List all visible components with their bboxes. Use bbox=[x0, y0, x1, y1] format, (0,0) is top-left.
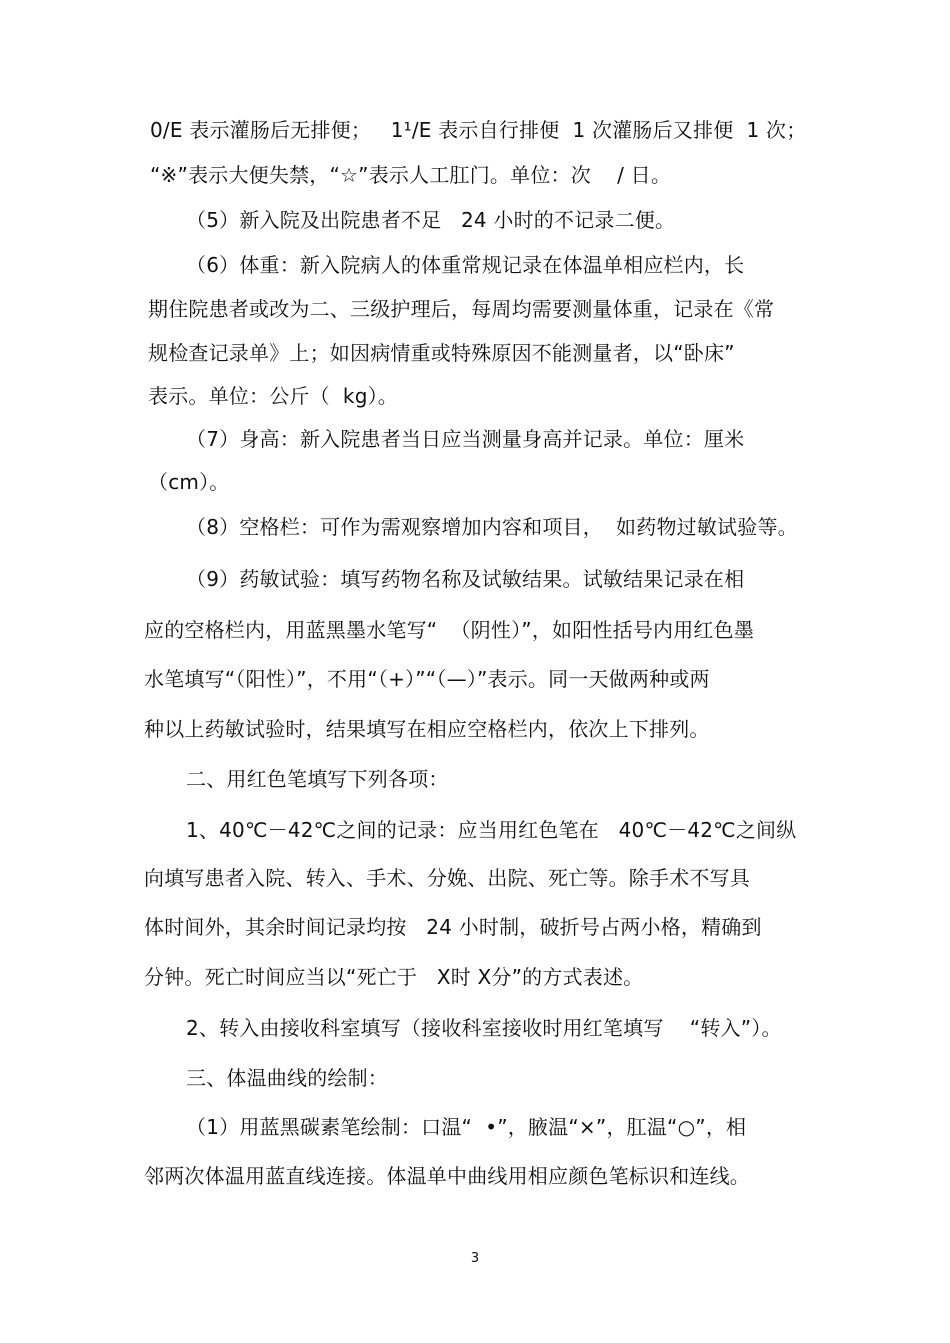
text-line: （1）用蓝黑碳素笔绘制：口温“ •”，腋温“×”，肛温“○”，相 bbox=[186, 1115, 747, 1139]
text-line: 1、40℃－42℃之间的记录：应当用红色笔在 40℃－42℃之间纵 bbox=[186, 818, 797, 842]
text-line: 表示。单位：公斤（ kg）。 bbox=[148, 384, 398, 408]
text-line: 种以上药敏试验时，结果填写在相应空格栏内，依次上下排列。 bbox=[144, 717, 710, 741]
text-line: 向填写患者入院、转入、手术、分娩、出院、死亡等。除手术不写具 bbox=[144, 866, 750, 890]
text-line: 应的空格栏内，用蓝黑墨水笔写“ （阴性）”，如阳性括号内用红色墨 bbox=[144, 618, 755, 642]
text-line: 邻两次体温用蓝直线连接。体温单中曲线用相应颜色笔标识和连线。 bbox=[144, 1164, 750, 1188]
text-line: （9）药敏试验：填写药物名称及试敏结果。试敏结果记录在相 bbox=[186, 567, 745, 591]
text-line: （6）体重：新入院病人的体重常规记录在体温单相应栏内，长 bbox=[186, 253, 745, 277]
text-line: （cm）。 bbox=[148, 470, 230, 494]
text-line: （5）新入院及出院患者不足 24 小时的不记录二便。 bbox=[186, 208, 676, 232]
text-line: 期住院患者或改为二、三级护理后，每周均需要测量体重，记录在《常 bbox=[148, 297, 775, 321]
text-line: 0/E 表示灌肠后无排便； 1¹/E 表示自行排便 1 次灌肠后又排便 1 次； bbox=[150, 118, 807, 142]
text-line: （8）空格栏：可作为需观察增加内容和项目， 如药物过敏试验等。 bbox=[186, 515, 798, 539]
text-line: 体时间外，其余时间记录均按 24 小时制，破折号占两小格，精确到 bbox=[144, 915, 762, 939]
text-line: 水笔填写“（阳性）”，不用“（+）”“（—）”表示。同一天做两种或两 bbox=[144, 667, 710, 691]
text-line: 规检查记录单》上；如因病情重或特殊原因不能测量者，以“卧床” bbox=[148, 341, 735, 365]
text-line: 分钟。死亡时间应当以“死亡于 X时 X分”的方式表述。 bbox=[144, 965, 644, 989]
page-number: 3 bbox=[470, 1251, 480, 1266]
text-line: “※”表示大便失禁，“☆”表示人工肛门。单位：次 / 日。 bbox=[150, 163, 672, 187]
text-line: （7）身高：新入院患者当日应当测量身高并记录。单位：厘米 bbox=[186, 427, 745, 451]
text-line: 二、用红色笔填写下列各项： bbox=[186, 767, 449, 791]
text-line: 2、转入由接收科室填写（接收科室接收时用红笔填写 “转入”）。 bbox=[186, 1016, 782, 1040]
text-line: 三、体温曲线的绘制： bbox=[186, 1066, 388, 1090]
